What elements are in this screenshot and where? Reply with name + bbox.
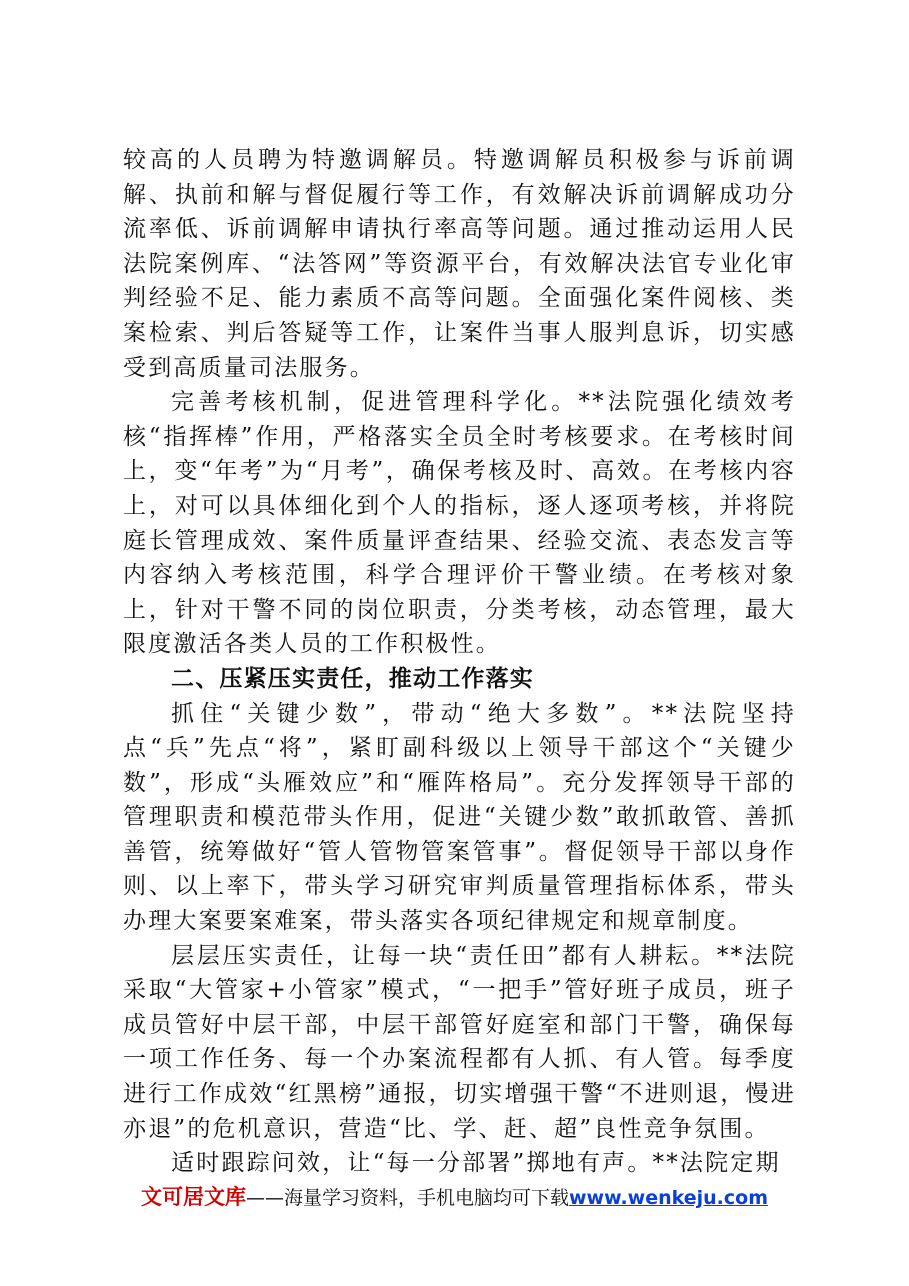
- section-heading: 二、压紧压实责任，推动工作落实: [171, 665, 534, 692]
- paragraph-key-minority: 抓住“关键少数”，带动“绝大多数”。**法院坚持点“兵”先点“将”，紧盯副科级以上领导干部这个“关键少数”，形成“头雁效应”和“雁阵格局”。充分发挥领导干部的管理职责和模范带头作用，促进“关键少数”敢抓敢管、善抓善管，统筹做好“管人管物管案管事”。督促领导干部以身作则、以上率下，带头学习研究审判质量管理指标体系，带头办理大案要案难案，带头落实各项纪律规定和规章制度。: [123, 700, 796, 935]
- footer-tagline: ——海量学习资料，手机电脑均可下载: [245, 1187, 569, 1209]
- paragraph-assessment: 完善考核机制，促进管理科学化。**法院强化绩效考核“指挥棒”作用，严格落实全员全时考核要求。在考核时间上，变“年考”为“月考”，确保考核及时、高效。在考核内容上，对可以具体细化到个人的指标，逐人逐项考核，并将院庭长管理成效、案件质量评查结果、经验交流、表态发言等内容纳入考核范围，科学合理评价干警业绩。在考核对象上，针对干警不同的岗位职责，分类考核，动态管理，最大限度激活各类人员的工作积极性。: [123, 389, 796, 658]
- footer-banner: [0, 1181, 909, 1211]
- paragraph-followup: 适时跟踪问效，让“每一分部署”掷地有声。**法院定期: [171, 1150, 781, 1177]
- brand-name: 文可居文库: [140, 1185, 246, 1209]
- document-body: [123, 143, 796, 1181]
- website-link[interactable]: www.wenkeju.com: [569, 1187, 769, 1209]
- paragraph-continuation: 较高的人员聘为特邀调解员。特邀调解员积极参与诉前调解、执前和解与督促履行等工作，有效解决诉前调解成功分流率低、诉前调解申请执行率高等问题。通过推动运用人民法院案例库、“法答网”等资源平台，有效解决法官专业化审判经验不足、能力素质不高等问题。全面强化案件阅核、类案检索、判后答疑等工作，让案件当事人服判息诉，切实感受到高质量司法服务。: [123, 147, 796, 381]
- paragraph-responsibility: 层层压实责任，让每一块“责任田”都有人耕耘。**法院采取“大管家+小管家”模式，“一把手”管好班子成员，班子成员管好中层干部，中层干部管好庭室和部门干警，确保每一项工作任务、每一个办案流程都有人抓、有人管。每季度进行工作成效“红黑榜”通报，切实增强干警“不进则退，慢进亦退”的危机意识，营造“比、学、赶、超”良性竞争氛围。: [123, 942, 796, 1142]
